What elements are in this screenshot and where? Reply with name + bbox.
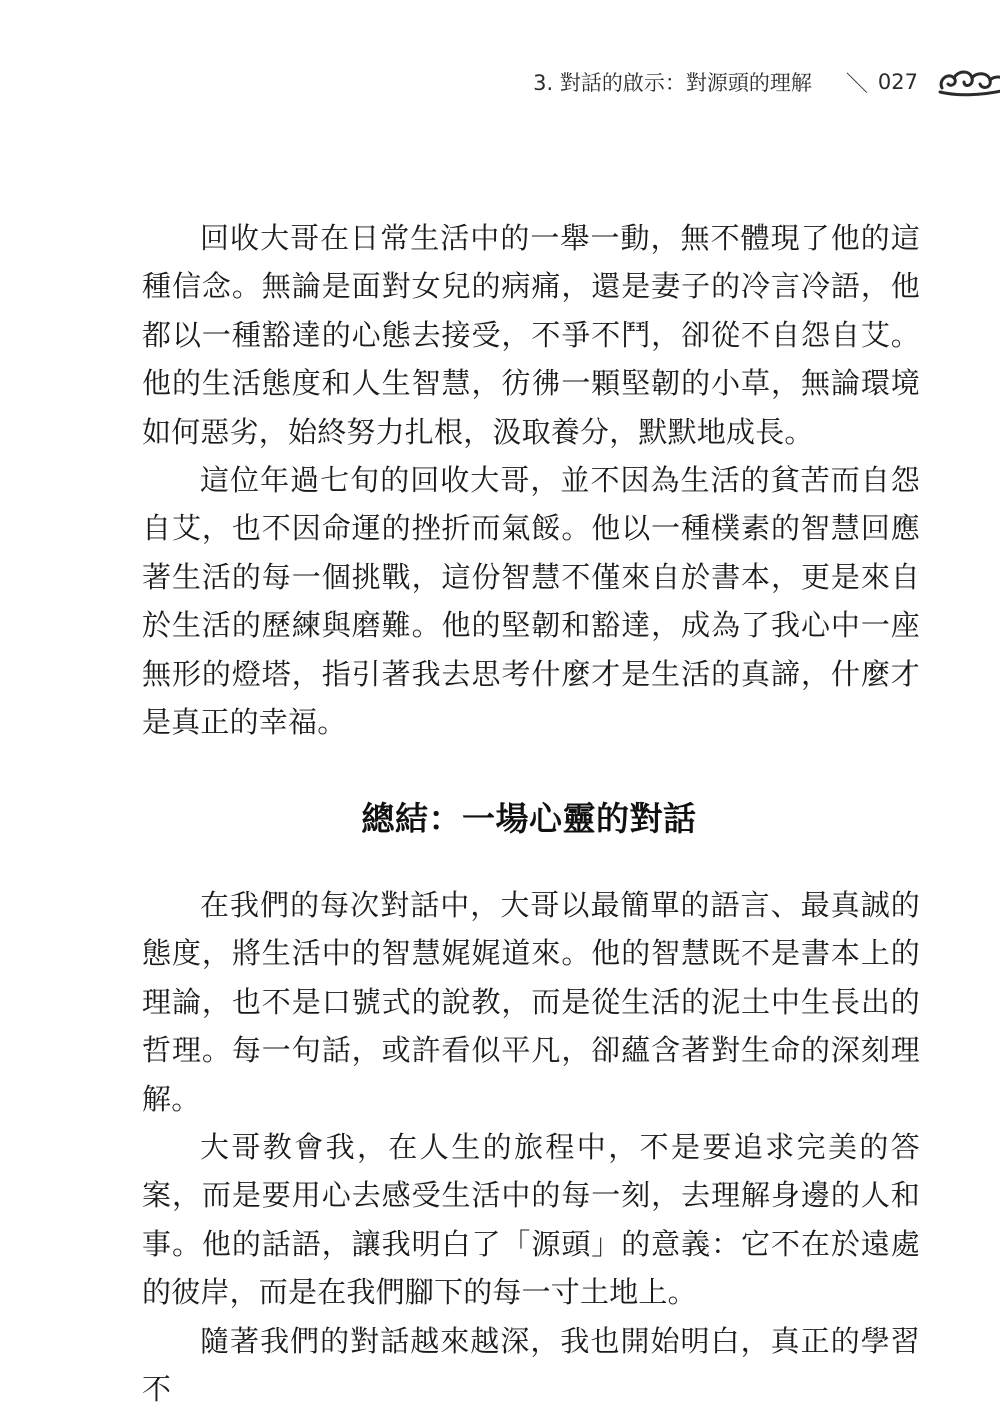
section-heading: 總結：一場心靈的對話 [361, 799, 697, 838]
body-section-1 [142, 214, 920, 746]
page-number: 027 [877, 70, 918, 94]
chapter-title: 3. 對話的啟示：對源頭的理解 [533, 71, 812, 95]
cloud-scroll-ornament-icon [936, 66, 1000, 100]
header-separator: ＼ [845, 71, 868, 97]
paragraph: 這位年過七旬的回收大哥，並不因為生活的貧苦而自怨自艾，也不因命運的挫折而氣餒。他以一種樸素的智慧回應著生活的每一個挑戰，這份智慧不僅來自於書本，更是來自於生活的歷練與磨難。他的堅韌和豁達，成為了我心中一座無形的燈塔，指引著我去思考什麼才是生活的真諦，什麼才是真正的幸福。 [142, 463, 920, 740]
paragraph: 回收大哥在日常生活中的一舉一動，無不體現了他的這種信念。無論是面對女兒的病痛，還是妻子的冷言冷語，他都以一種豁達的心態去接受，不爭不鬥，卻從不自怨自艾。他的生活態度和人生智慧，彷彿一顆堅韌的小草，無論環境如何惡劣，始終努力扎根，汲取養分，默默地成長。 [142, 221, 920, 449]
paragraph: 大哥教會我，在人生的旅程中，不是要追求完美的答案，而是要用心去感受生活中的每一刻，去理解身邊的人和事。他的話語，讓我明白了「源頭」的意義：它不在於遠處的彼岸，而是在我們腳下的每一寸土地上。 [142, 1130, 920, 1310]
body-section-2 [142, 881, 920, 1413]
running-header [533, 62, 918, 102]
paragraph: 隨著我們的對話越來越深，我也開始明白，真正的學習不 [142, 1323, 920, 1407]
paragraph: 在我們的每次對話中，大哥以最簡單的語言、最真誠的態度，將生活中的智慧娓娓道來。他的智慧既不是書本上的理論，也不是口號式的說教，而是從生活的泥土中生長出的哲理。每一句話，或許看似平凡，卻蘊含著對生命的深刻理解。 [142, 888, 920, 1116]
